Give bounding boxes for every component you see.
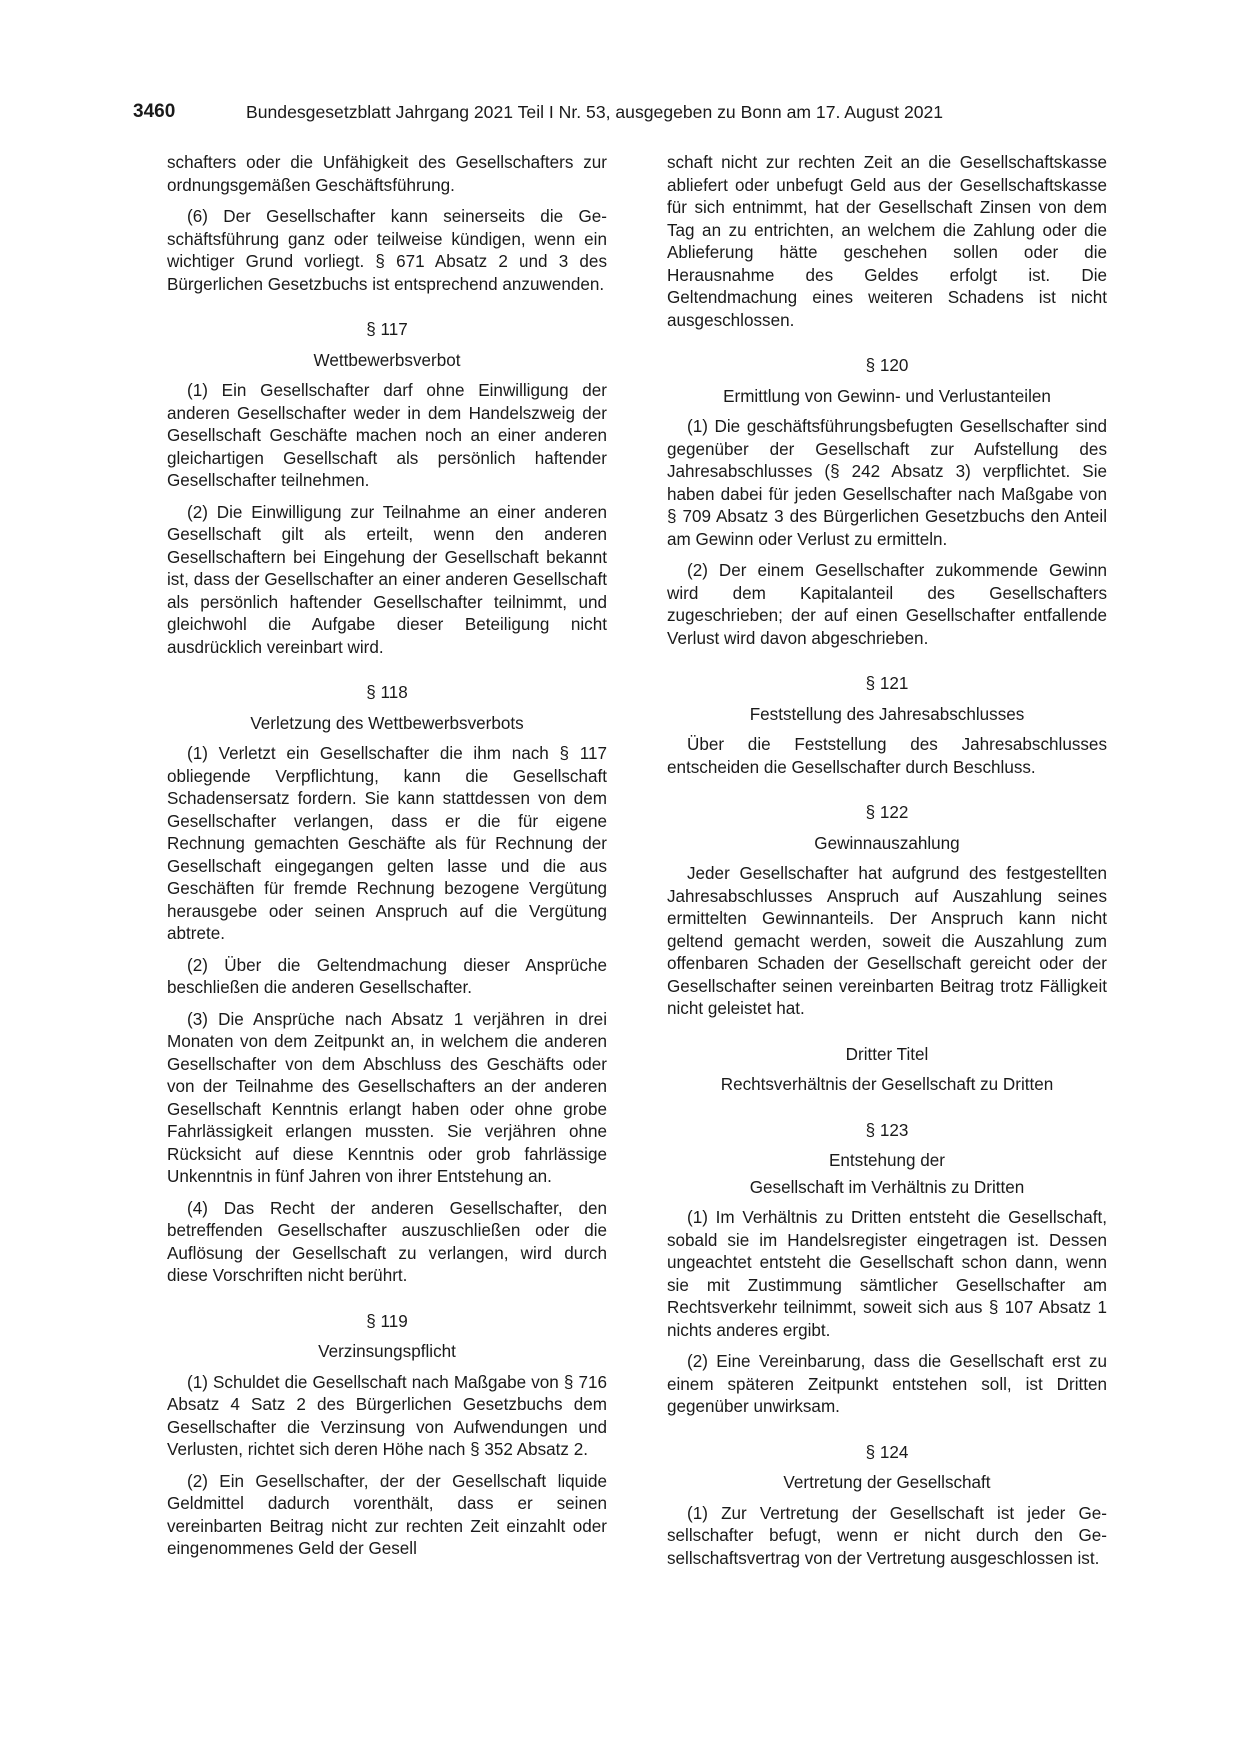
left-column xyxy=(167,152,607,1570)
right-column xyxy=(667,152,1107,1579)
section-number: § 118 xyxy=(366,683,408,702)
paragraph: (2) Über die Geltendmachung dieser Ansprüche beschließen die anderen Gesellschafter. xyxy=(167,955,607,997)
paragraph: schafters oder die Unfähigkeit des Gesellschafters zur ordnungsgemäßen Geschäftsführung. xyxy=(167,153,607,195)
section-title: Gesellschaft im Verhältnis zu Dritten xyxy=(749,1177,1025,1197)
section-title: Feststellung des Jahresabschlusses xyxy=(749,704,1025,724)
paragraph: (1) Zur Vertretung der Gesellschaft ist jeder Gesellschafter befugt, wenn er nicht durch den Gesellschaftsvertrag von der Vertretung ausgeschlossen ist. xyxy=(667,1503,1107,1568)
section-title: Gewinnauszahlung xyxy=(814,833,960,853)
paragraph: (1) Verletzt ein Gesellschafter die ihm nach § 117 obliegende Verpflichtung, kann die Gesellschaft Schadensersatz fordern. Sie kann stattdessen von dem Gesellschafter verlangen, dass er die für eigene Rechnung gemachten Geschäfte als für Rechnung der Gesellschaft eingegangen gelten lasse und die aus Geschäften für fremde Rechnung bezogene Vergütung herausgebe oder seinen Anspruch auf die Vergütung abtrete. xyxy=(167,744,607,943)
section-title: Vertretung der Gesellschaft xyxy=(783,1473,991,1492)
paragraph: (3) Die Ansprüche nach Absatz 1 verjähren in drei Monaten von dem Zeitpunkt an, in welchem die anderen Gesellschafter von dem Abschluss des Geschäfts oder von der Teilnahme des Gesellschafters an der anderen Gesellschaft Kenntnis erlangt haben oder ohne grobe Fahrlässigkeit erlangen mussten. Sie verjähren ohne Rücksicht auf diese Kenntnis oder grob fahrlässige Unkenntnis in fünf Jahren von ihrer Entstehung an. xyxy=(167,1009,607,1186)
page-number: 3460 xyxy=(133,101,176,122)
section-title: Entstehung der xyxy=(829,1151,945,1170)
paragraph: (1) Ein Gesellschafter darf ohne Einwilligung der anderen Gesellschafter weder in dem Handelszweig der Gesellschaft Geschäfte machen noch an einer anderen gleichartigen Gesellschaft als persönlich haftender Gesellschafter teilnehmen. xyxy=(167,381,607,490)
part-title: Dritter Titel xyxy=(845,1044,929,1064)
paragraph: (1) Im Verhältnis zu Dritten entsteht die Gesellschaft, sobald sie im Handelsregister eingetragen ist. Dessen ungeachtet entsteht die Gesellschaft schon dann, wenn sie mit Zustimmung sämtlicher Gesellschafter am Rechtsverkehr teilnimmt, soweit sich aus § 107 Absatz 1 nichts anderes ergibt. xyxy=(667,1208,1107,1340)
paragraph: (2) Der einem Gesellschafter zukommende Gewinn wird dem Kapitalanteil des Gesellschafters zugeschrieben; der auf einen Gesellschafter entfallende Verlust wird davon abgeschrieben. xyxy=(667,561,1107,648)
running-head: Bundesgesetzblatt Jahrgang 2021 Teil I Nr. 53, ausgegeben zu Bonn am 17. August 2021 xyxy=(246,102,944,122)
section-number: § 124 xyxy=(865,1442,909,1462)
section-title: Wettbewerbsverbot xyxy=(313,350,461,370)
section-number: § 120 xyxy=(865,356,909,375)
page-header xyxy=(133,101,1108,131)
paragraph: schaft nicht zur rechten Zeit an die Gesellschaftskasse abliefert oder unbefugt Geld aus der Gesellschaftskasse für sich entnimmt, hat der Gesellschaft Zinsen von dem Tag an zu entrichten, an welchem die Zahlung oder die Ablieferung hätte geschehen sollen oder die Herausnahme des Geldes erfolgt ist. Die Geltendmachung eines weiteren Schadens ist nicht ausgeschlossen. xyxy=(667,153,1107,330)
section-number: § 123 xyxy=(865,1120,909,1140)
section-title: Verletzung des Wettbewerbsverbots xyxy=(250,713,524,733)
paragraph: (2) Die Einwilligung zur Teilnahme an einer anderen Gesellschaft gilt als erteilt, wenn den anderen Gesellschaftern bei Eingehung der Gesellschaft bekannt ist, dass der Gesellschafter an einer anderen Gesellschaft als persönlich haftender Gesellschafter teilnimmt, und gleichwohl die Aufgabe dieser Beteiligung nicht ausdrücklich vereinbart wird. xyxy=(167,502,607,657)
paragraph: (6) Der Gesellschafter kann seinerseits die Geschäftsführung ganz oder teilweise kündigen, wenn ein wichtiger Grund vorliegt. § 671 Absatz 2 und 3 des Bürgerlichen Gesetzbuchs ist entsprechend anzuwenden. xyxy=(167,207,607,294)
paragraph: (1) Schuldet die Gesellschaft nach Maßgabe von § 716 Absatz 4 Satz 2 des Bürgerlichen Gesetzbuchs dem Gesellschafter die Verzinsung von Aufwendungen und Verlusten, richtet sich deren Höhe nach § 352 Absatz 2. xyxy=(167,1372,607,1459)
section-number: § 122 xyxy=(865,803,909,822)
paragraph: Über die Feststellung des Jahresabschlusses entscheiden die Gesellschafter durch Beschluss. xyxy=(667,735,1107,777)
section-title: Verzinsungspflicht xyxy=(318,1342,456,1361)
paragraph: (2) Ein Gesellschafter, der der Gesellschaft liquide Geldmittel dadurch vorenthält, dass er seinen vereinbarten Beitrag nicht zur rechten Zeit einzahlt oder eingenommenes Geld der Gesell xyxy=(167,1471,607,1558)
paragraph: Jeder Gesellschafter hat aufgrund des festgestellten Jahresabschlusses Anspruch auf Auszahlung seines ermittelten Gewinnanteils. Der Anspruch kann nicht geltend gemacht werden, soweit die Auszahlung zum offenbaren Schaden der Gesellschaft gereicht oder der Gesellschafter seinen vereinbarten Beitrag trotz Fälligkeit nicht geleistet hat. xyxy=(667,864,1107,1018)
section-title: Ermittlung von Gewinn- und Verlustanteilen xyxy=(723,386,1051,406)
paragraph: (4) Das Recht der anderen Gesellschafter, den betreffenden Gesellschafter auszuschließen oder die Auflösung der Gesellschaft zu verlangen, wird durch diese Vorschriften nicht berührt. xyxy=(167,1198,607,1285)
paragraph: (2) Eine Vereinbarung, dass die Gesellschaft erst zu einem späteren Zeitpunkt entstehen soll, ist Dritten gegenüber unwirksam. xyxy=(667,1352,1107,1416)
section-number: § 117 xyxy=(366,320,408,339)
paragraph: (1) Die geschäftsführungsbefugten Gesellschafter sind gegenüber der Gesellschaft zur Aufstellung des Jahresabschlusses (§ 242 Absatz 3) verpflichtet. Sie haben dabei für jeden Gesellschafter nach Maßgabe von § 709 Absatz 3 des Bürgerlichen Gesetzbuchs den Anteil am Gewinn oder Verlust zu ermitteln. xyxy=(667,417,1107,549)
section-number: § 119 xyxy=(366,1311,408,1331)
section-number: § 121 xyxy=(865,674,909,693)
part-subtitle: Rechtsverhältnis der Gesellschaft zu Dritten xyxy=(720,1075,1054,1094)
